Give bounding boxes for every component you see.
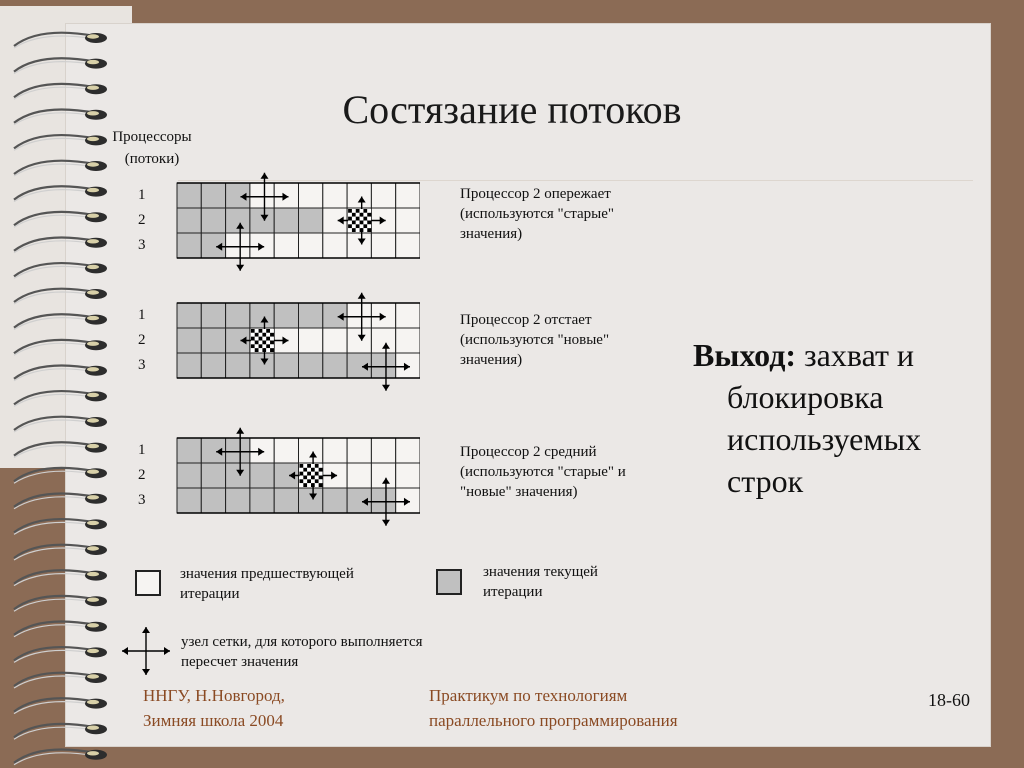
spiral-ring [14,212,107,227]
grid-cell [177,328,201,353]
scenario-3-description: Процессор 2 средний (используются "старые" и "новые" значения) [460,444,626,500]
grid-cell [177,208,201,233]
grid-cell [299,233,323,258]
grid-cell [274,208,298,233]
grid-cell [347,183,371,208]
grid-cell [177,303,201,328]
grid-cell [226,233,250,258]
grid-cell [323,328,347,353]
grid-cell [226,353,250,378]
spiral-ring [14,673,107,688]
spiral-ring [14,647,107,662]
grid-cell [299,328,323,353]
spiral-ring [14,698,107,713]
spiral-ring [14,391,107,406]
legend-previous-text: значения предшествующей итерации [180,566,354,602]
grid-cell [299,353,323,378]
spiral-ring [14,135,107,150]
grid-cell [347,438,371,463]
footer-center: Практикум по технологиям параллельного программирования [429,686,678,730]
grid-cell [274,233,298,258]
grid-cell [396,233,420,258]
grid-cell [299,488,323,513]
grid-cell [371,438,395,463]
spiral-ring [14,417,107,432]
grid-cell [250,463,274,488]
grid-cell [274,303,298,328]
grid-cell [299,208,323,233]
legend-current-swatch [436,569,462,595]
grid-cell [371,233,395,258]
grid-cell [201,303,225,328]
legend-node-text: узел сетки, для которого выполняется пересчет значения [181,634,423,670]
grid-cell [396,328,420,353]
footer-left: ННГУ, Н.Новгород, Зимняя школа 2004 [143,686,285,730]
grid-cell [250,353,274,378]
grid-cell [250,488,274,513]
spiral-ring [14,289,107,304]
legend-previous-swatch [135,570,161,596]
spiral-ring [14,161,107,176]
grid-cell [347,303,371,328]
grid-cell [396,303,420,328]
grid-cell [396,438,420,463]
grid-cell [323,488,347,513]
grid-cell [177,463,201,488]
grid-cell [371,463,395,488]
grid-cell [396,183,420,208]
grid-cell [177,233,201,258]
grid-cell [323,233,347,258]
grid-cell [371,488,395,513]
grid-cell [177,488,201,513]
grid-cell [371,353,395,378]
grid-cell [299,303,323,328]
spiral-ring [14,621,107,636]
grid-cell [274,353,298,378]
spiral-ring [14,493,107,508]
grid-cell [250,183,274,208]
slide-title: Состязание потоков [342,87,682,132]
grid-cell [371,183,395,208]
grid-cell [323,183,347,208]
grid-scenario-1 [170,170,420,275]
spiral-ring [14,186,107,201]
spiral-ring [14,749,107,764]
spiral-ring [14,58,107,73]
page-number: 18-60 [928,690,970,710]
grid-cell [201,183,225,208]
grid-cell [177,438,201,463]
spiral-ring [14,340,107,355]
grid-cell [226,463,250,488]
spiral-ring [14,596,107,611]
grid-cell [274,438,298,463]
grid-cell [250,208,274,233]
spiral-ring [14,365,107,380]
output-conclusion: Выход: захват и блокировка используемых строк [693,337,922,499]
processors-label: Процессоры (потоки) [112,129,192,167]
active-node-checker-icon [251,329,274,352]
grid-cell [396,208,420,233]
legend-node-arrows-icon [118,625,174,677]
grid-scenario-2 [170,290,420,395]
spiral-ring [14,263,107,278]
grid-cell [250,303,274,328]
grid-cell [226,303,250,328]
grid-cell [201,208,225,233]
grid-cell [201,463,225,488]
grid-cell [177,183,201,208]
spiral-ring [14,33,107,48]
grid-cell [274,488,298,513]
grid-cell [299,438,323,463]
grid-cell [347,328,371,353]
grid-cell [201,328,225,353]
scenario-2-description: Процессор 2 отстает (используются "новые" значения) [460,312,610,368]
scenario-1-description: Процессор 2 опережает (используются "старые" значения) [460,186,615,242]
spiral-ring [14,724,107,739]
grid-cell [226,488,250,513]
spiral-ring [14,237,107,252]
active-node-checker-icon [348,209,371,232]
legend-cross-arrows [122,627,170,675]
legend-current-text: значения текущей итерации [483,564,598,600]
spiral-ring [14,442,107,457]
grid-cell [177,353,201,378]
grid-cell [323,438,347,463]
spiral-ring [14,468,107,483]
grid-cell [201,488,225,513]
grid-cell [371,328,395,353]
grid-cell [347,463,371,488]
grid-cell [201,353,225,378]
grid-cell [226,208,250,233]
grid-cell [323,353,347,378]
spiral-ring [14,570,107,585]
grid-cell [396,463,420,488]
grid-cell [226,438,250,463]
active-node-checker-icon [300,464,323,487]
grid-cell [347,233,371,258]
grid-cell [299,183,323,208]
spiral-ring [14,519,107,534]
grid-scenario-3 [170,425,420,530]
spiral-ring [14,314,107,329]
spiral-ring [14,545,107,560]
